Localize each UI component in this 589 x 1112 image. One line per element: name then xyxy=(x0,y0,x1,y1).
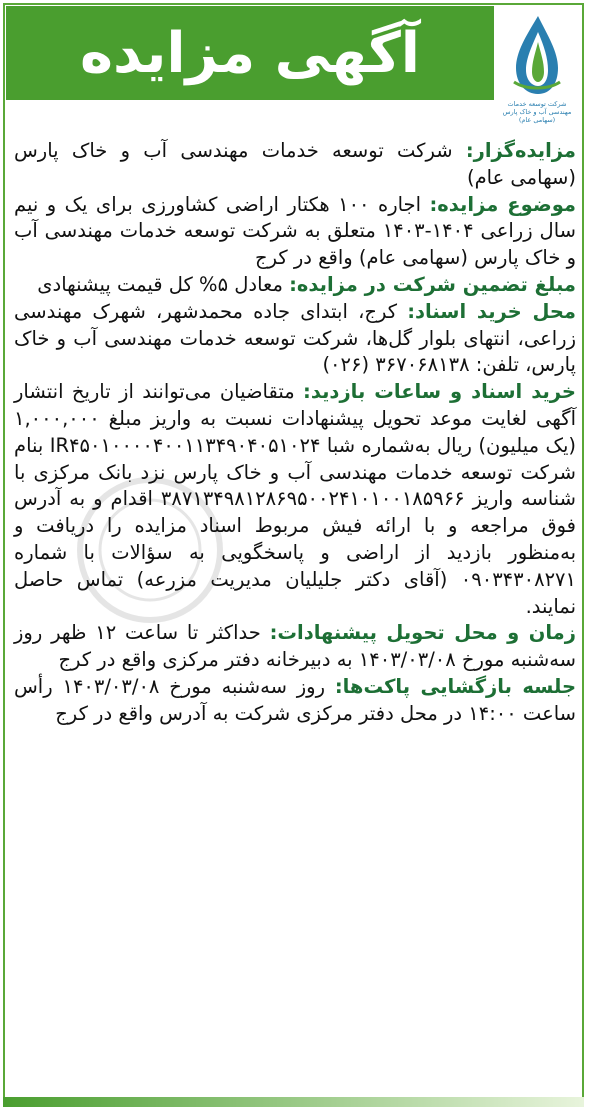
section-guarantee xyxy=(14,272,576,299)
notice-number-bar xyxy=(6,100,494,132)
section-label: موضوع مزایده: xyxy=(429,192,576,216)
section-document-location xyxy=(14,299,576,379)
footer-strip xyxy=(3,1097,584,1107)
logo-caption: شرکت توسعه خدمات مهندسی آب و خاک پارس (سهامی عام) xyxy=(502,100,572,124)
section-opening xyxy=(14,674,576,728)
section-text: کرج، ابتدای جاده محمدشهر، شهرک مهندسی زراعی، انتهای بلوار گل‌ها، شرکت توسعه خدمات مهندسی آب و خاک پارس، تلفن: ۳۶۷۰۶۸۱۳۸ (۰۲۶) xyxy=(14,299,576,377)
section-label: محل خرید اسناد: xyxy=(407,299,577,323)
section-label: زمان و محل تحویل پیشنهادات: xyxy=(269,621,576,645)
section-submission xyxy=(14,620,576,674)
company-logo xyxy=(496,6,578,132)
section-text: شرکت توسعه خدمات مهندسی آب و خاک پارس (سهامی عام) xyxy=(14,139,576,189)
section-label: جلسه بازگشایی پاکت‌ها: xyxy=(334,674,577,698)
notice-title: آگهی مزایده xyxy=(79,20,421,86)
section-label: مزایده‌گزار: xyxy=(465,139,576,162)
section-text: حداکثر تا ساعت ۱۲ ظهر روز سه‌شنبه مورخ ۱۴۰۳/۰۳/۰۸ به دبیرخانه دفتر مرکزی واقع در کرج xyxy=(14,621,576,672)
section-label: خرید اسناد و ساعات بازدید: xyxy=(303,380,576,404)
notice-number: ۱۴۰۳-۰۴ xyxy=(201,102,299,130)
section-text: معادل ۵% کل قیمت پیشنهادی xyxy=(37,272,290,296)
section-purchase-visit xyxy=(14,379,576,620)
section-label: مبلغ تضمین شرکت در مزایده: xyxy=(289,272,576,296)
section-text: اجاره ۱۰۰ هکتار اراضی کشاورزی برای یک و نیم سال زراعی ۱۴۰۴-۱۴۰۳ متعلق به شرکت توسعه خدمات مهندسی آب و خاک پارس (سهامی عام) واقع در کرج xyxy=(14,192,576,270)
section-auctioneer xyxy=(14,138,576,192)
notice-body xyxy=(14,138,576,1088)
section-subject xyxy=(14,192,576,272)
section-text: روز سه‌شنبه مورخ ۱۴۰۳/۰۳/۰۸ رأس ساعت ۱۴:۰۰ در محل دفتر مرکزی شرکت به آدرس واقع در کرج xyxy=(14,674,576,725)
section-text: متقاضیان می‌توانند از تاریخ انتشار آگهی لغایت موعد تحویل پیشنهادات نسبت به واریز مبلغ ۱,۰۰۰,۰۰۰ (یک میلیون) ریال به‌شماره شبا IR۴۵۰۱۰۰۰۰۴۰۰۱۱۳۴۹۰۴۰۵۱۰۲۴ بنام شرکت توسعه خدمات مهندسی آب و خاک پارس نزد بانک مرکزی با شناسه واریز ۳۸۷۱۳۴۹۸۱۲۸۶۹۵۰۰۲۴۱۰۱۰۰۱۸۵۹۶۶ اقدام و به آدرس فوق مراجعه و با ارائه فیش مربوط اسناد مزایده را دریافت و به‌منظور بازدید از اراضی و پاسخگویی به سؤالات با شماره ۰۹۰۳۴۳۰۸۲۷۱ (آقای دکتر جلیلیان مدیریت مزرعه) تماس حاصل نمایند. xyxy=(14,380,577,618)
water-drop-leaf-icon xyxy=(508,12,566,100)
